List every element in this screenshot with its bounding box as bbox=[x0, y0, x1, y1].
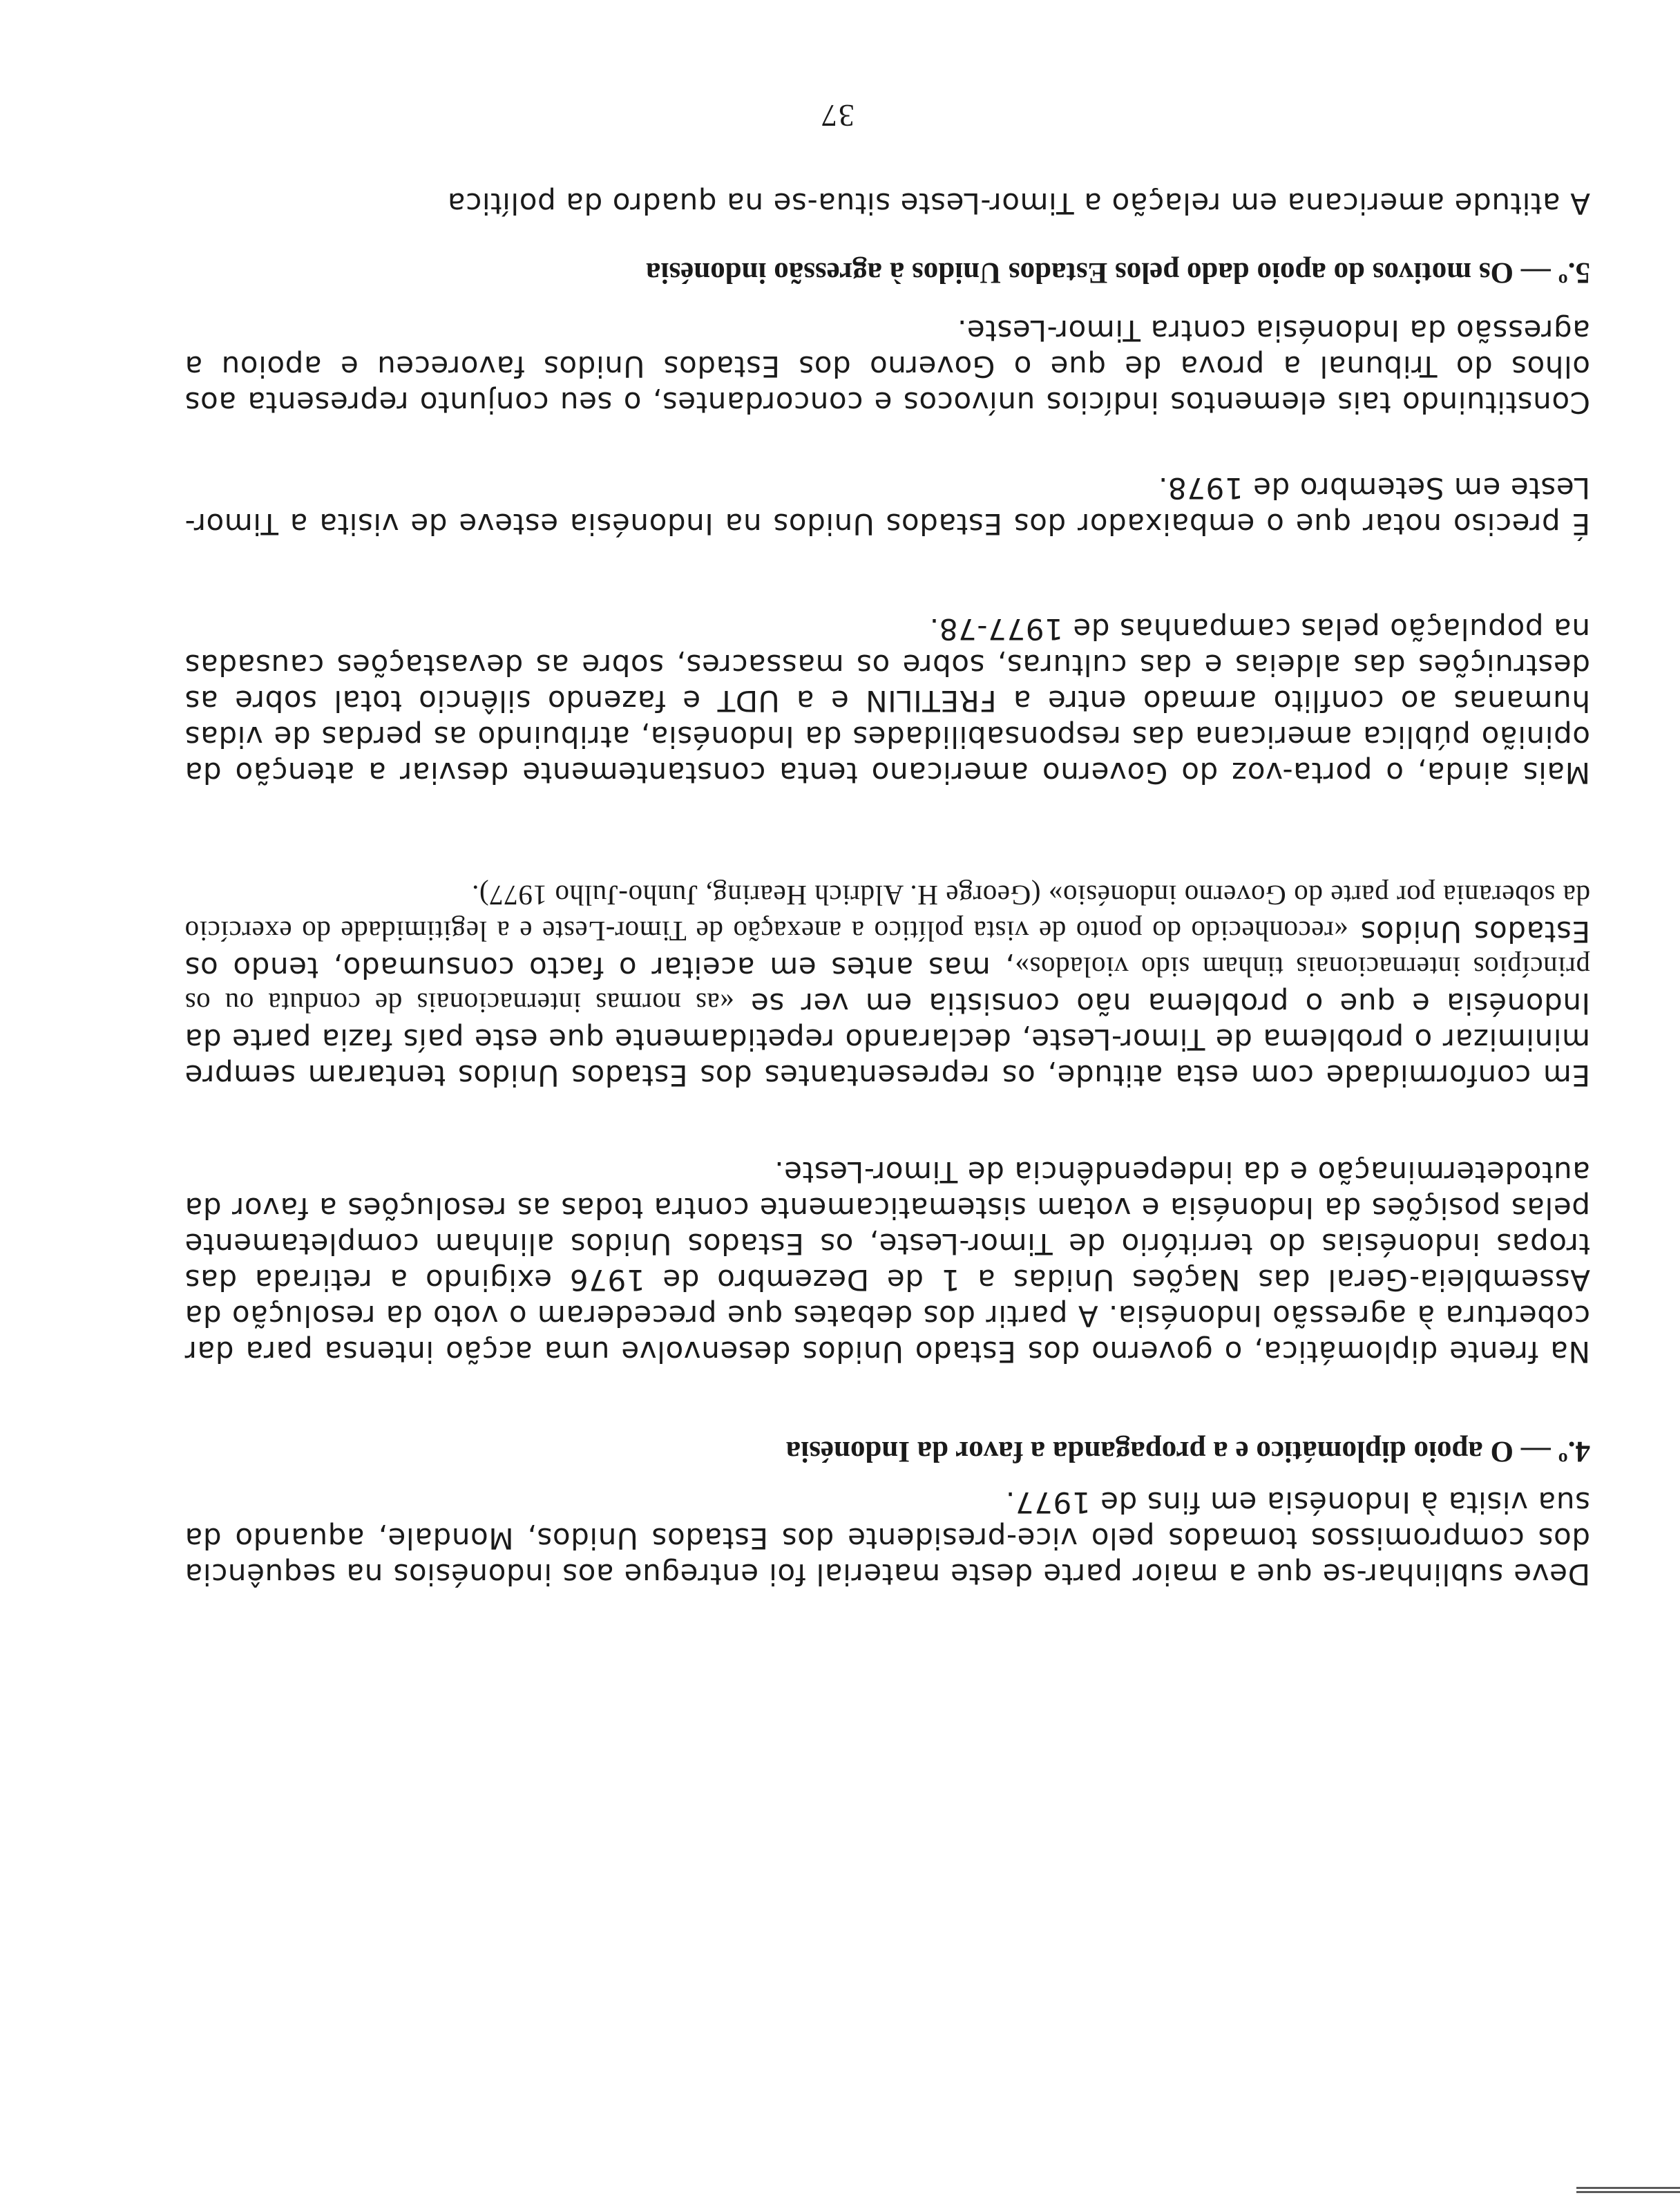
section-heading-4: 4.º — O apoio diplomático e a propaganda a favor da Indonésia bbox=[785, 1435, 1590, 1468]
page-number: 37 bbox=[820, 98, 855, 133]
scan-edge-mark bbox=[1576, 2191, 1680, 2193]
quote-international-norms: «as normas internacionais de conduta ou os princípios internacionais tinham sido violados» bbox=[184, 951, 1590, 1019]
paragraph-evidence-conclusion: Constituindo tais elementos indícios unívocos e concordantes, o seu conjunto representa aos olhos do Tribunal a prova de que o Governo dos Estados Unidos favoreceu e apoiou a agressão da Indonésia contra Timor-Leste. bbox=[184, 314, 1590, 419]
paragraph-us-attitude: A atitude americana em relação a Timor-Leste situa-se na quadro da política bbox=[447, 187, 1590, 220]
paragraph-us-spokesman: Mais ainda, o porta-voz do Governo americano tenta constantemente desviar a atenção da opinião pública americana das responsabilidades da Indonésia, atribuindo as perdas de vidas humanas ao conflito armado entre a FRETILIN e a UDT e fazendo silêncio total sobre as destruições das aldeias e das culturas, sobre os massacres, sobre as devastações causadas na população pelas campanhas de 1977-78. bbox=[184, 612, 1590, 790]
scan-edge-mark bbox=[1576, 2187, 1680, 2189]
paragraph-us-representatives-text: Em conformidade com esta atitude, os representantes dos Estados Unidos tentaram sempre minimizar o problema de Timor-Leste, declarando repetidamente que este país fazia parte da Indonésia e que o problema não consistia em ver se bbox=[184, 987, 1590, 1092]
paragraph-material-delivery: Deve sublinhar-se que a maior parte deste material foi entregue aos indonésios na sequência dos compromissos tomados pelo vice-presidente dos Estados Unidos, Mondale, aquando da sua visita à Indonésia em fins de 1977. bbox=[184, 1486, 1590, 1591]
quote-aldrich-hearing: «reconhecido do ponto de vista político a anexação de Timor-Leste e a legitimidade do exercício da soberania por parte do Governo indonésio» (George H. Aldrich Hearing, Junho-Julho 1977). bbox=[184, 880, 1590, 947]
paragraph-us-representatives bbox=[184, 878, 1590, 1093]
section-heading-5: 5.º — Os motivos do apoio dado pelos Estados Unidos à agressão indonésia bbox=[646, 256, 1590, 289]
paragraph-ambassador-visit: É preciso notar que o embaixador dos Estados Unidos na Indonésia esteve de visita a Timor-Leste em Setembro de 1978. bbox=[184, 471, 1590, 541]
paragraph-us-representatives-text-2: , mas antes em aceitar o facto consumado, tendo os Estados Unidos bbox=[184, 915, 1590, 985]
paragraph-diplomatic-front: Na frente diplomática, o governo dos Estado Unidos desenvolve uma acção intensa para dar cobertura à agressão Indonésia. A partir dos debates que precederam o voto da resolução da Assembleia-Geral das Nações Unidas a 1 de Dezembro de 1976 exigindo a retirada das tropas indonésias do território de Timor-Leste, os Estados Unidos alinham completamente pelas posições da Indonésia e votam sistematicamente contra todas as resoluções a favor da autodeterminação e da independência de Timor-Leste. bbox=[184, 1155, 1590, 1369]
